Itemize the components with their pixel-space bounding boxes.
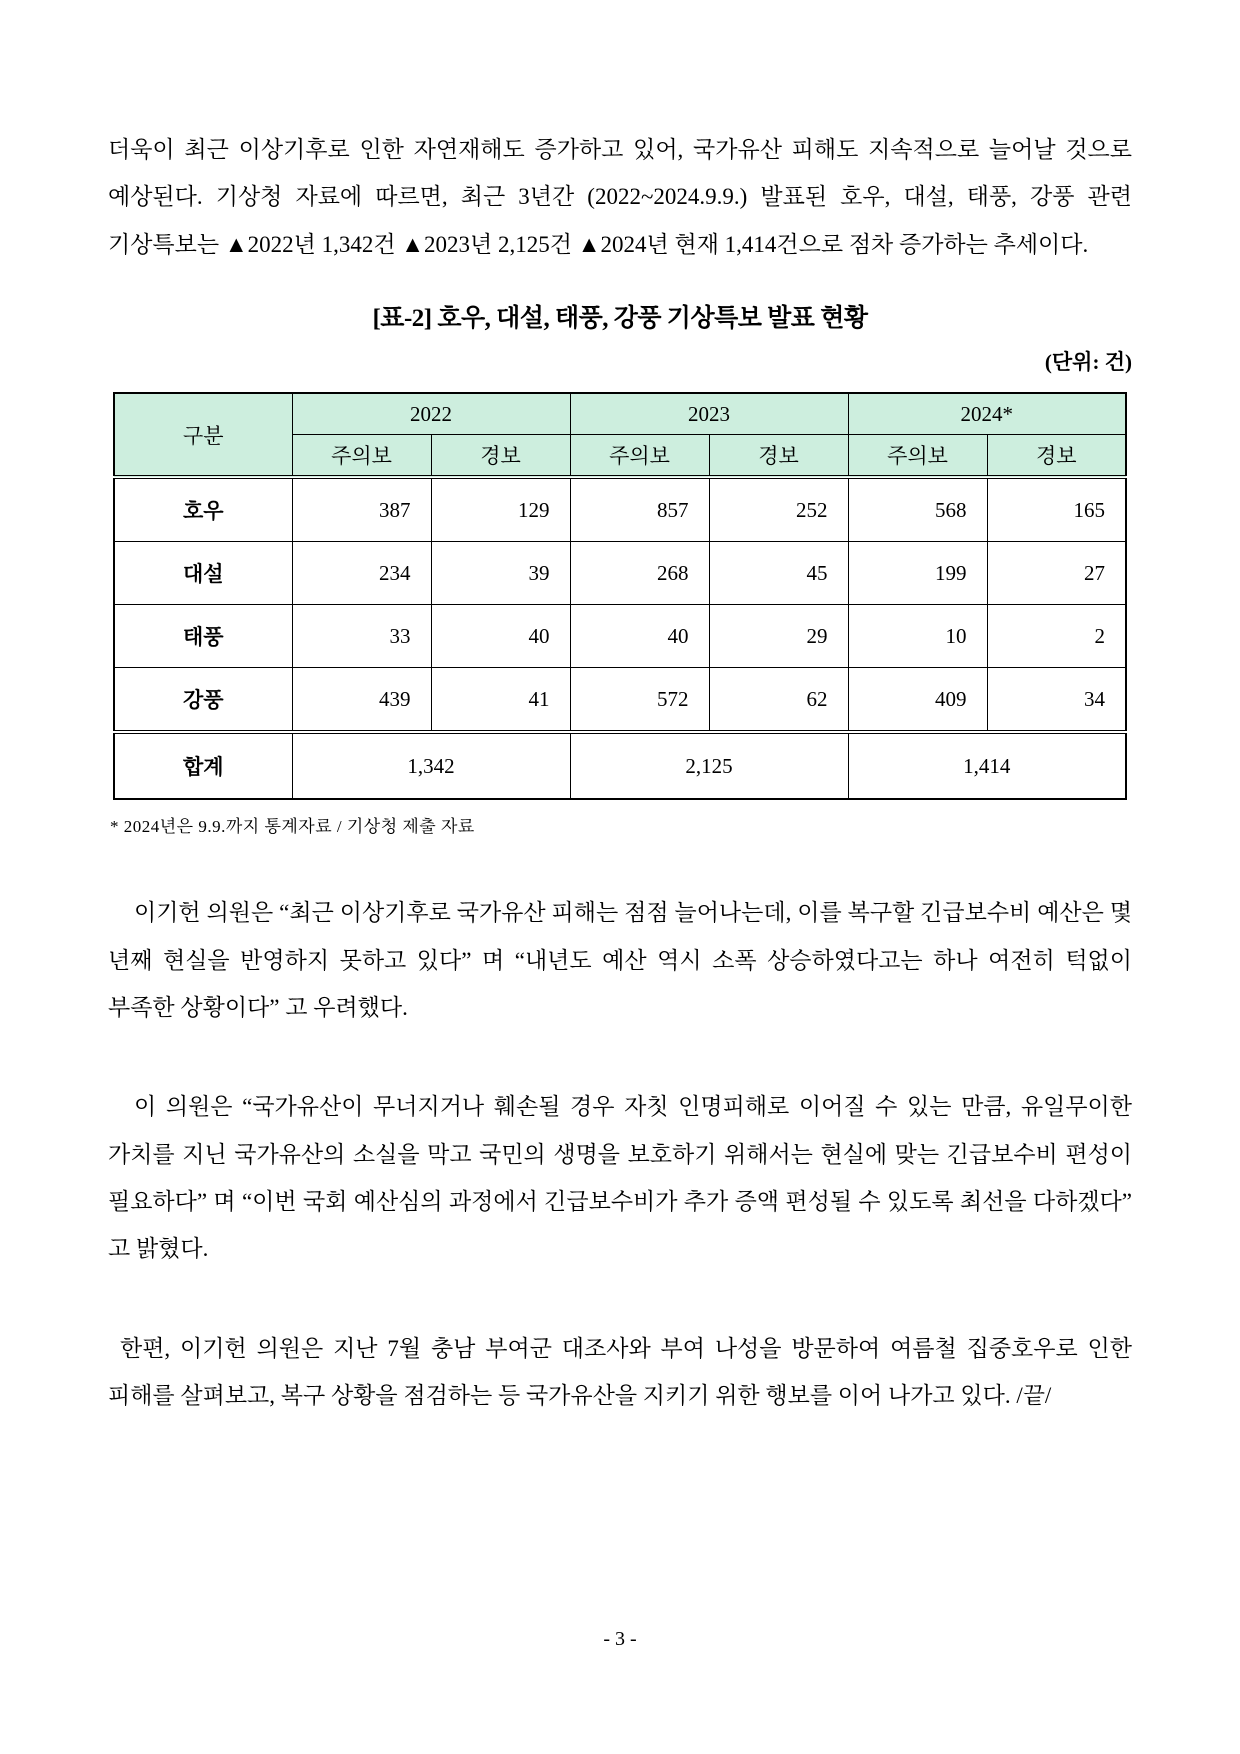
table-cell: 234: [292, 542, 431, 605]
table-title: [표-2] 호우, 대설, 태풍, 강풍 기상특보 발표 현황: [372, 305, 868, 333]
table-cell: 129: [431, 477, 570, 542]
weather-advisory-table: [113, 392, 1127, 800]
table-cell: 40: [570, 605, 709, 668]
sub-header-warning: 경보: [431, 435, 570, 478]
table-cell: 199: [848, 542, 987, 605]
year-header-2023: 2023: [570, 393, 848, 435]
table-header-row-years: [114, 393, 1126, 435]
table-footnote: * 2024년은 9.9.까지 통계자료 / 기상청 제출 자료: [110, 817, 475, 837]
row-label: 태풍: [114, 605, 292, 668]
table-cell: 34: [987, 668, 1126, 733]
table-cell: 33: [292, 605, 431, 668]
table-cell: 62: [709, 668, 848, 733]
table-row-heavy-rain: [114, 477, 1126, 542]
table-cell: 857: [570, 477, 709, 542]
table-cell: 45: [709, 542, 848, 605]
row-label: 호우: [114, 477, 292, 542]
sub-header-warning: 경보: [987, 435, 1126, 478]
table-cell: 10: [848, 605, 987, 668]
table-cell: 165: [987, 477, 1126, 542]
intro-paragraph: 더욱이 최근 이상기후로 인한 자연재해도 증가하고 있어, 국가유산 피해도 지속적으로 늘어날 것으로 예상된다. 기상청 자료에 따르면, 최근 3년간 (2022~2024.9.9.) 발표된 호우, 대설, 태풍, 강풍 관련 기상특보는 ▲2022년 1,342건 ▲2023년 2,125건 ▲2024년 현재 1,414건으로 점차 증가하는 추세이다.: [108, 137, 1132, 257]
table-row-total: [114, 732, 1126, 799]
table-cell: 268: [570, 542, 709, 605]
page-number: - 3 -: [603, 1628, 637, 1650]
sub-header-advisory: 주의보: [848, 435, 987, 478]
table-cell: 29: [709, 605, 848, 668]
sub-header-advisory: 주의보: [292, 435, 431, 478]
table-cell: 2: [987, 605, 1126, 668]
row-label: 대설: [114, 542, 292, 605]
total-cell-2024: 1,414: [848, 732, 1126, 799]
table-cell: 409: [848, 668, 987, 733]
row-label-total: 합계: [114, 732, 292, 799]
table-cell: 41: [431, 668, 570, 733]
table-row-heavy-snow: [114, 542, 1126, 605]
total-cell-2022: 1,342: [292, 732, 570, 799]
table-corner-header: 구분: [114, 393, 292, 477]
year-header-2022: 2022: [292, 393, 570, 435]
row-label: 강풍: [114, 668, 292, 733]
table-unit-label: (단위: 건): [1044, 350, 1132, 375]
table-cell: 439: [292, 668, 431, 733]
sub-header-warning: 경보: [709, 435, 848, 478]
table-cell: 40: [431, 605, 570, 668]
year-header-2024: 2024*: [848, 393, 1126, 435]
table-cell: 572: [570, 668, 709, 733]
table-row-strong-wind: [114, 668, 1126, 733]
closing-paragraph: 한편, 이기헌 의원은 지난 7월 충남 부여군 대조사와 부여 나성을 방문하여 여름철 집중호우로 인한 피해를 살펴보고, 복구 상황을 점검하는 등 국가유산을 지키기 위한 행보를 이어 나가고 있다. /끝/: [108, 1335, 1132, 1409]
table-cell: 27: [987, 542, 1126, 605]
table-row-typhoon: [114, 605, 1126, 668]
quote-paragraph-1: 이기헌 의원은 “최근 이상기후로 국가유산 피해는 점점 늘어나는데, 이를 복구할 긴급보수비 예산은 몇 년째 현실을 반영하지 못하고 있다” 며 “내년도 예산 역시 소폭 상승하였다고는 하나 여전히 턱없이 부족한 상황이다” 고 우려했다.: [108, 900, 1132, 1020]
table-cell: 387: [292, 477, 431, 542]
quote-paragraph-2: 이 의원은 “국가유산이 무너지거나 훼손될 경우 자칫 인명피해로 이어질 수 있는 만큼, 유일무이한 가치를 지닌 국가유산의 소실을 막고 국민의 생명을 보호하기 위해서는 현실에 맞는 긴급보수비 편성이 필요하다” 며 “이번 국회 예산심의 과정에서 긴급보수비가 추가 증액 편성될 수 있도록 최선을 다하겠다” 고 밝혔다.: [108, 1094, 1132, 1262]
table-cell: 39: [431, 542, 570, 605]
table-cell: 252: [709, 477, 848, 542]
table-cell: 568: [848, 477, 987, 542]
sub-header-advisory: 주의보: [570, 435, 709, 478]
total-cell-2023: 2,125: [570, 732, 848, 799]
